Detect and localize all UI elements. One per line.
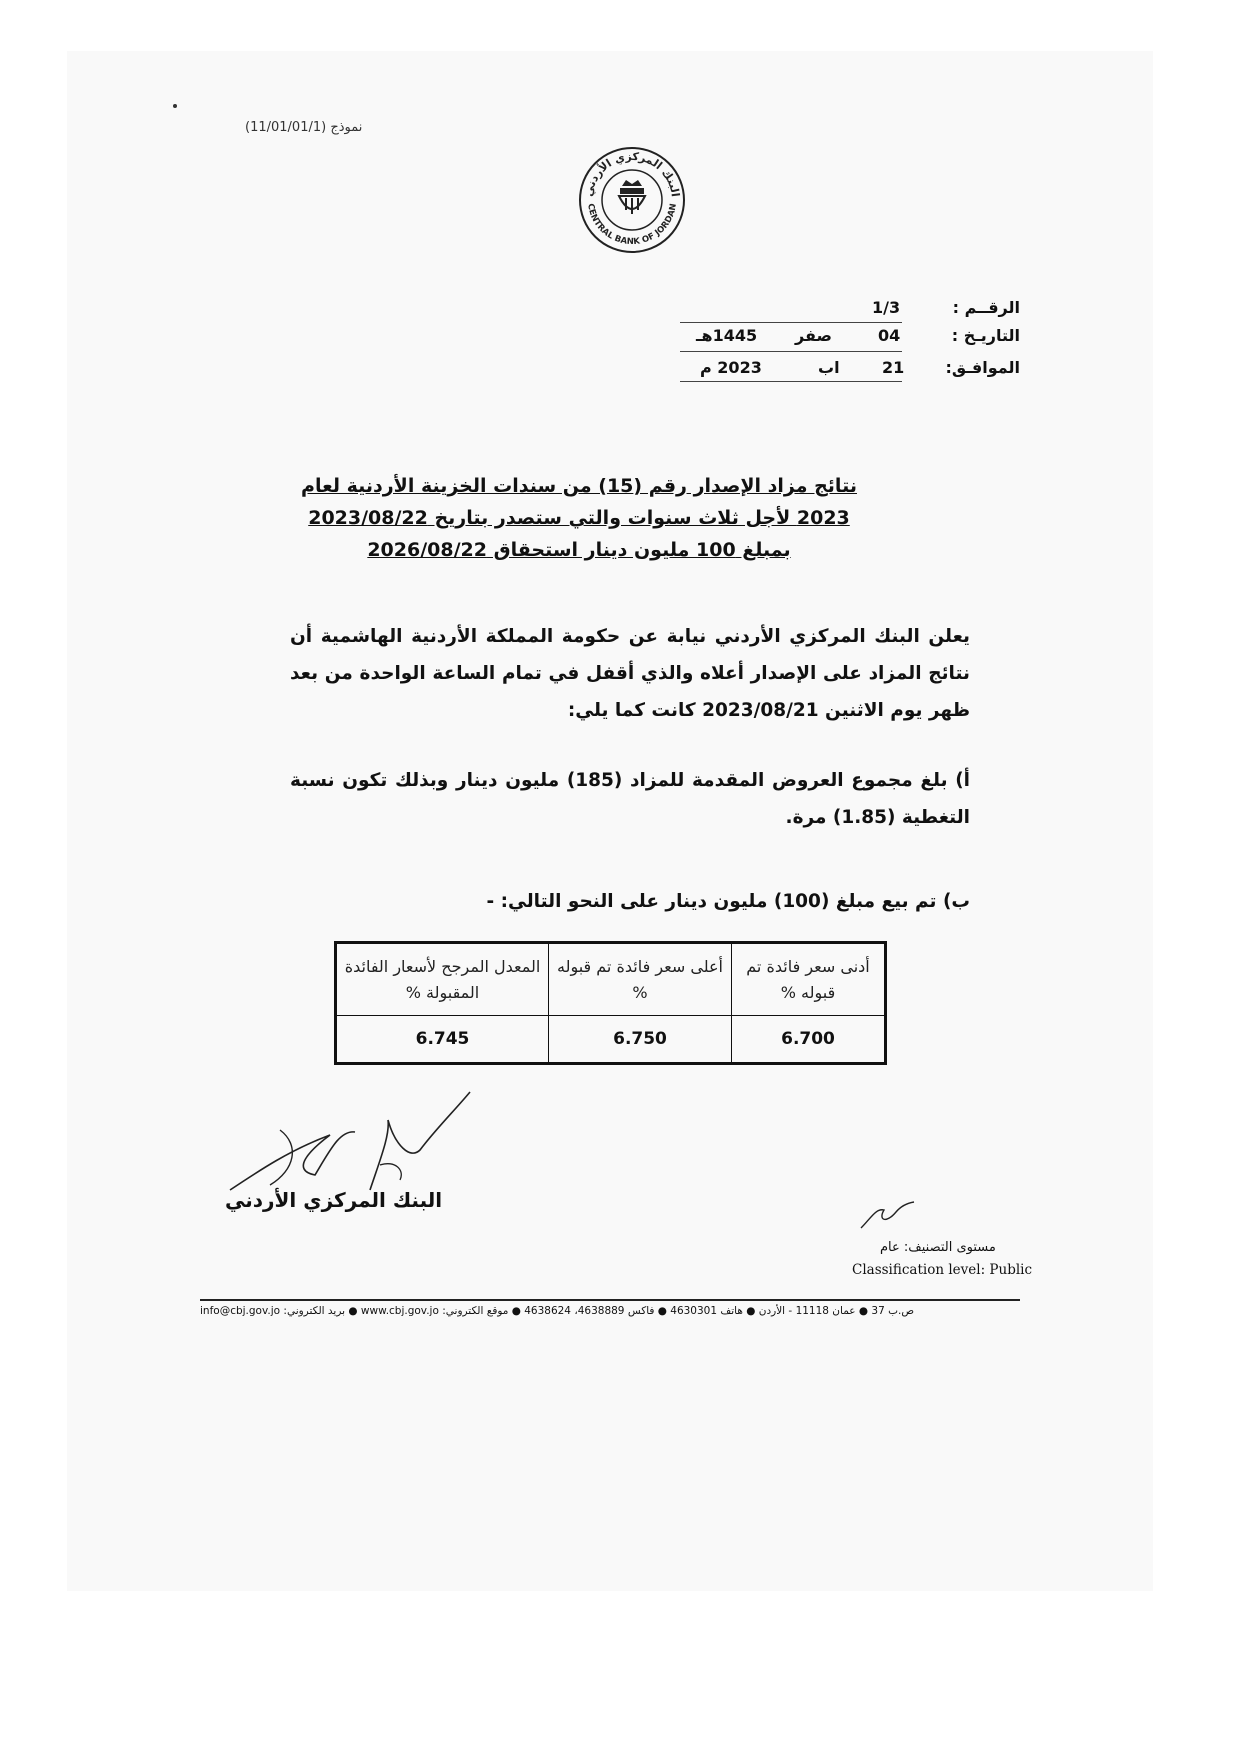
date-month: صفر bbox=[795, 326, 832, 345]
offers-paragraph: أ) بلغ مجموع العروض المقدمة للمزاد (185) مليون دينار وبذلك تكون نسبة التغطية (1.85) مرة. bbox=[290, 770, 970, 828]
corresponding-day: 21 bbox=[882, 358, 905, 377]
date-label: التاريـخ : bbox=[951, 326, 1020, 345]
logo-english-text: CENTRAL BANK OF JORDAN bbox=[585, 202, 679, 248]
interest-rates-table bbox=[334, 941, 887, 1065]
date-underline-top bbox=[680, 322, 902, 323]
number-label: الرقــم : bbox=[952, 298, 1020, 317]
weighted-avg-header: المعدل المرجح لأسعار الفائدة المقبولة % bbox=[336, 943, 549, 1016]
scan-speck bbox=[173, 104, 177, 108]
sold-amount-paragraph: ب) تم بيع مبلغ (100) مليون دينار على النحو التالي: - bbox=[486, 891, 970, 912]
date-day: 04 bbox=[878, 326, 901, 345]
footer-divider bbox=[200, 1299, 1020, 1301]
table-row bbox=[336, 1016, 886, 1064]
table-header-row bbox=[336, 943, 886, 1016]
corresponding-month: اب bbox=[818, 358, 840, 377]
classification-arabic: مستوى التصنيف: عام bbox=[880, 1240, 996, 1255]
max-rate-value: 6.750 bbox=[549, 1016, 732, 1064]
initials-scribble bbox=[856, 1198, 916, 1234]
form-code: نموذج (11/01/01/1) bbox=[245, 120, 363, 135]
max-rate-header: أعلى سعر فائدة تم قبوله % bbox=[549, 943, 732, 1016]
title-line-3: بمبلغ 100 مليون دينار استحقاق 2026/08/22 bbox=[367, 539, 791, 561]
date-underline bbox=[680, 351, 902, 352]
logo-arabic-text: البنك المركزي الأردني bbox=[581, 149, 682, 198]
min-rate-header: أدنى سعر فائدة تم قبوله % bbox=[732, 943, 886, 1016]
announcement-paragraph: يعلن البنك المركزي الأردني نيابة عن حكومة المملكة الأردنية الهاشمية أن نتائج المزاد على الإصدار أعلاه والذي أقفل في تمام الساعة الواحدة من بعد ظهر يوم الاثنين 2023/08/21 كانت كما يلي: bbox=[290, 626, 970, 721]
signatory-name: البنك المركزي الأردني bbox=[225, 1188, 443, 1212]
footer-contact: ص.ب 37 ● عمان 11118 - الأردن ● هاتف 4630301 ● فاكس 4638889، 4638624 ● موقع الكتروني: www.cbj.gov.jo ● بريد الكتروني: info@cbj.gov.jo bbox=[200, 1305, 915, 1317]
announcement-title bbox=[300, 470, 858, 566]
corresponding-year: 2023 م bbox=[700, 358, 762, 377]
central-bank-logo bbox=[574, 142, 690, 258]
min-rate-value: 6.700 bbox=[732, 1016, 886, 1064]
title-line-1: نتائج مزاد الإصدار رقم (15) من سندات الخزينة الأردنية لعام bbox=[301, 475, 857, 497]
corresponding-label: الموافـق: bbox=[945, 358, 1020, 377]
weighted-avg-value: 6.745 bbox=[336, 1016, 549, 1064]
date-year: 1445هـ bbox=[696, 326, 758, 345]
corresponding-underline bbox=[680, 381, 902, 382]
title-line-2: 2023 لأجل ثلاث سنوات والتي ستصدر بتاريخ 2023/08/22 bbox=[308, 507, 850, 529]
number-value: 1/3 bbox=[872, 298, 901, 317]
classification-english: Classification level: Public bbox=[852, 1262, 1033, 1278]
